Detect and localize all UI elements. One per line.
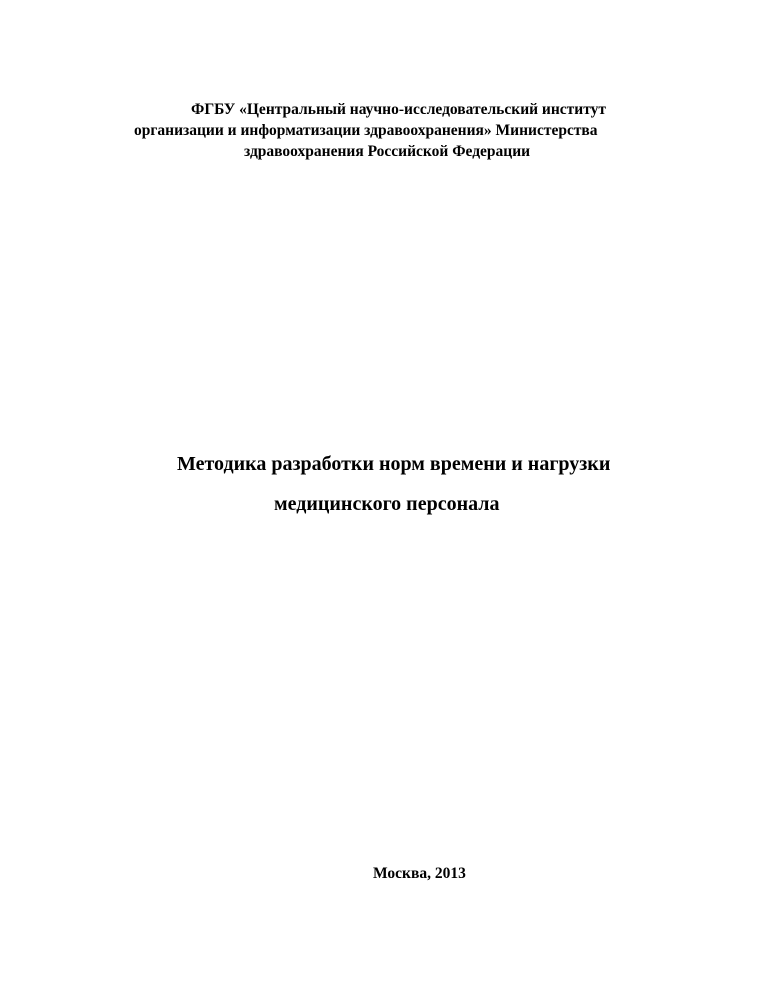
organization-name-line-2: организации и информатизации здравоохранения» Министерства [134,122,598,139]
document-title-line-1: Методика разработки норм времени и нагрузки [177,453,611,475]
city-year: Москва, 2013 [373,865,466,882]
document-title-line-2: медицинского персонала [274,493,500,515]
organization-name-line-1: ФГБУ «Центральный научно-исследовательский институт [191,101,606,118]
organization-name-line-3: здравоохранения Российской Федерации [244,143,531,160]
